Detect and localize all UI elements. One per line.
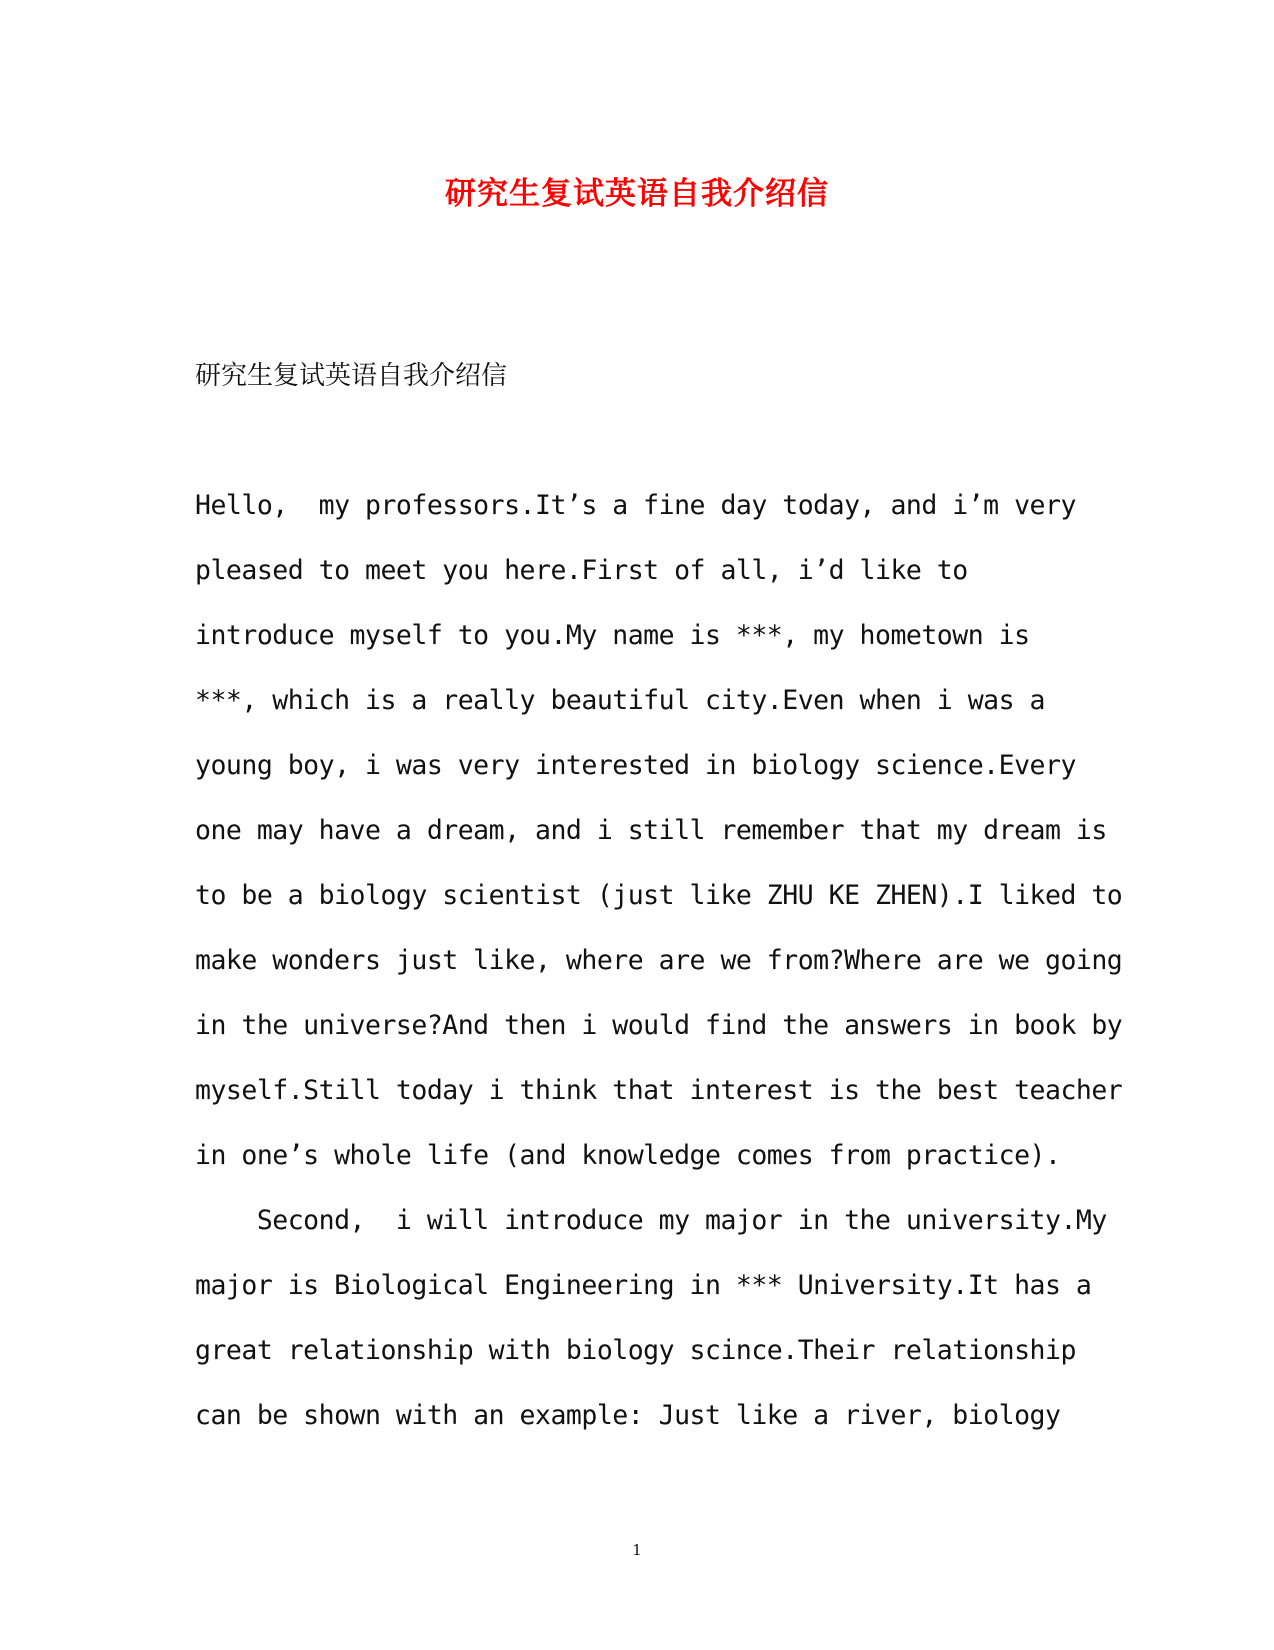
body-line: Hello, my professors.It’s a fine day today, and i’m very <box>195 490 1076 521</box>
document-title: 研究生复试英语自我介绍信 <box>445 176 829 212</box>
body-line: introduce myself to you.My name is ***, my hometown is <box>195 620 1030 651</box>
body-line: make wonders just like, where are we from?Where are we going <box>195 945 1123 976</box>
body-line: can be shown with an example: Just like a river, biology <box>195 1400 1061 1431</box>
body-line: myself.Still today i think that interest is the best teacher <box>195 1075 1123 1106</box>
body-line: pleased to meet you here.First of all, i’d like to <box>195 555 968 586</box>
document-subtitle: 研究生复试英语自我介绍信 <box>195 361 508 391</box>
body-text <box>195 488 1123 1463</box>
body-line: great relationship with biology scince.Their relationship <box>195 1335 1076 1366</box>
body-line: to be a biology scientist (just like ZHU KE ZHEN).I liked to <box>195 880 1123 911</box>
body-line: Second, i will introduce my major in the university.My <box>195 1205 1107 1236</box>
body-line: in one’s whole life (and knowledge comes from practice). <box>195 1140 1061 1171</box>
body-line: in the universe?And then i would find the answers in book by <box>195 1010 1123 1041</box>
body-line: one may have a dream, and i still remember that my dream is <box>195 815 1107 846</box>
body-line: major is Biological Engineering in *** University.It has a <box>195 1270 1092 1301</box>
body-line: young boy, i was very interested in biology science.Every <box>195 750 1076 781</box>
body-line: ***, which is a really beautiful city.Even when i was a <box>195 685 1045 716</box>
page-number: 1 <box>632 1541 642 1559</box>
